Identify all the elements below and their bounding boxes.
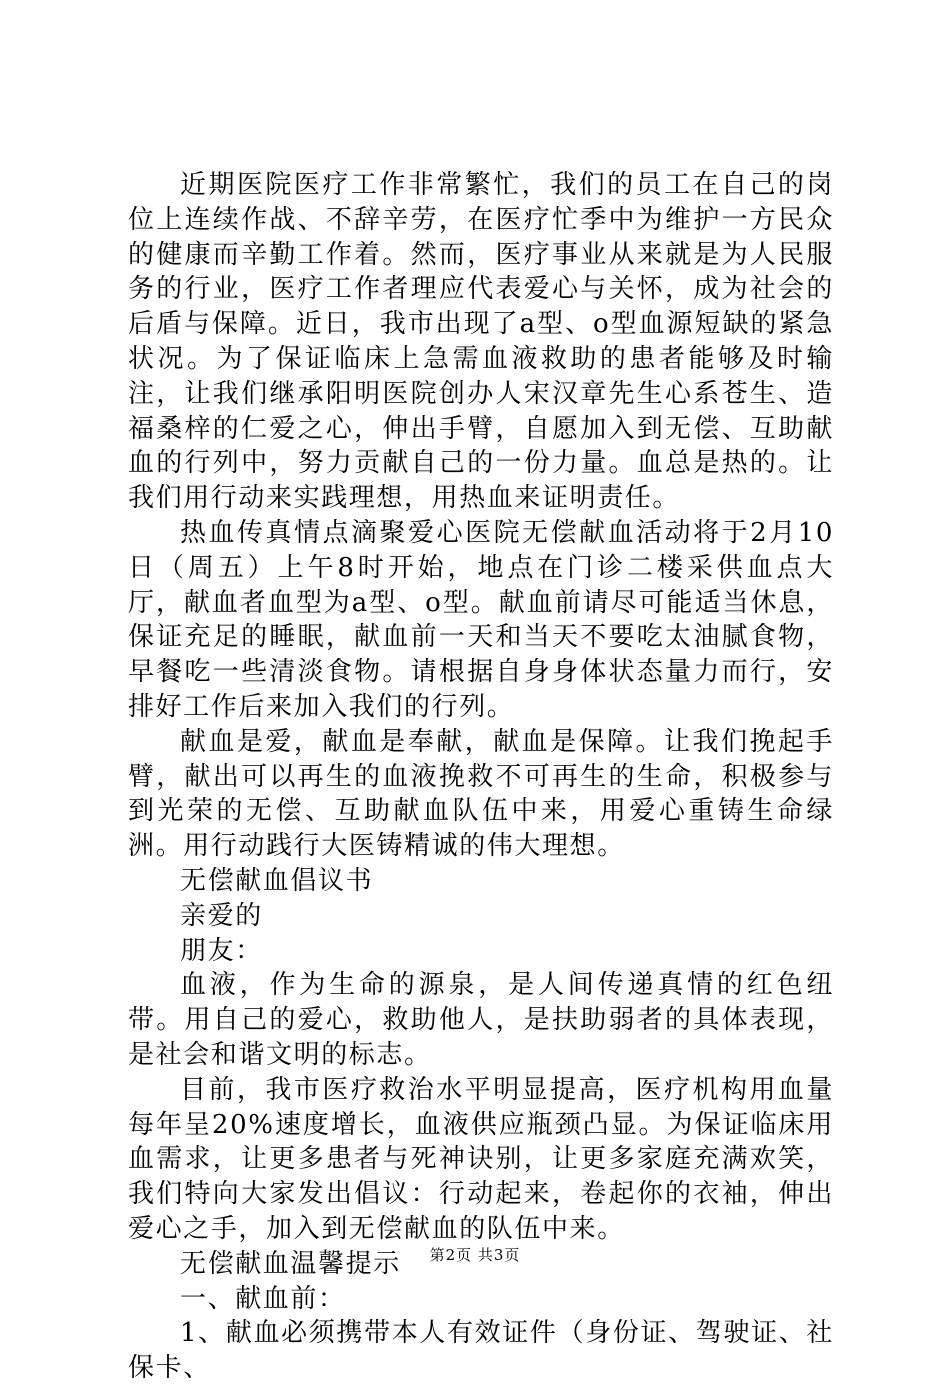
paragraph-event-details: 热血传真情点滴聚爱心医院无偿献血活动将于2月10日（周五）上午8时开始，地点在门诊二楼采供血点大厅，献血者血型为a型、o型。献血前请尽可能适当休息，保证充足的睡眠，献血前一天和当天不要吃太油腻食物，早餐吃一些清淡食物。请根据自身身体状态量力而行，安排好工作后来加入我们的行列。 — [128, 517, 834, 722]
paragraph-blood-meaning: 血液，作为生命的源泉，是人间传递真情的红色纽带。用自己的爱心，救助他人，是扶助弱者的具体表现，是社会和谐文明的标志。 — [128, 970, 834, 1070]
document-body — [128, 168, 834, 1386]
list-item-1: 1、献血必须携带本人有效证件（身份证、驾驶证、社保卡、 — [128, 1318, 834, 1384]
section-before-donation: 一、献血前： — [180, 1283, 346, 1314]
salutation-line-2: 朋友： — [180, 935, 263, 966]
heading-proposal: 无偿献血倡议书 — [180, 865, 374, 896]
page-number-footer: 第2页 共3页 — [429, 1246, 521, 1264]
paragraph-current-situation: 目前，我市医疗救治水平明显提高，医疗机构用血量每年呈20%速度增长，血液供应瓶颈凸显。为保证临床用血需求，让更多患者与死神诀别，让更多家庭充满欢笑，我们特向大家发出倡议：行动起来，卷起你的衣袖，伸出爱心之手，加入到无偿献血的队伍中来。 — [128, 1074, 834, 1244]
paragraph-intro: 近期医院医疗工作非常繁忙，我们的员工在自己的岗位上连续作战、不辞辛劳，在医疗忙季中为维护一方民众的健康而辛勤工作着。然而，医疗事业从来就是为人民服务的行业，医疗工作者理应代表爱心与关怀，成为社会的后盾与保障。近日，我市出现了a型、o型血源短缺的紧急状况。为了保证临床上急需血液救助的患者能够及时输注，让我们继承阳明医院创办人宋汉章先生心系苍生、造福桑梓的仁爱之心，伸出手臂，自愿加入到无偿、互助献血的行列中，努力贡献自己的一份力量。血总是热的。让我们用行动来实践理想，用热血来证明责任。 — [128, 170, 834, 514]
heading-tips: 无偿献血温馨提示 — [180, 1248, 401, 1279]
paragraph-call-to-action: 献血是爱，献血是奉献，献血是保障。让我们挽起手臂，献出可以再生的血液挽救不可再生的生命，积极参与到光荣的无偿、互助献血队伍中来，用爱心重铸生命绿洲。用行动践行大医铸精诚的伟大理想。 — [128, 726, 834, 862]
salutation-line-1: 亲爱的 — [180, 900, 263, 931]
